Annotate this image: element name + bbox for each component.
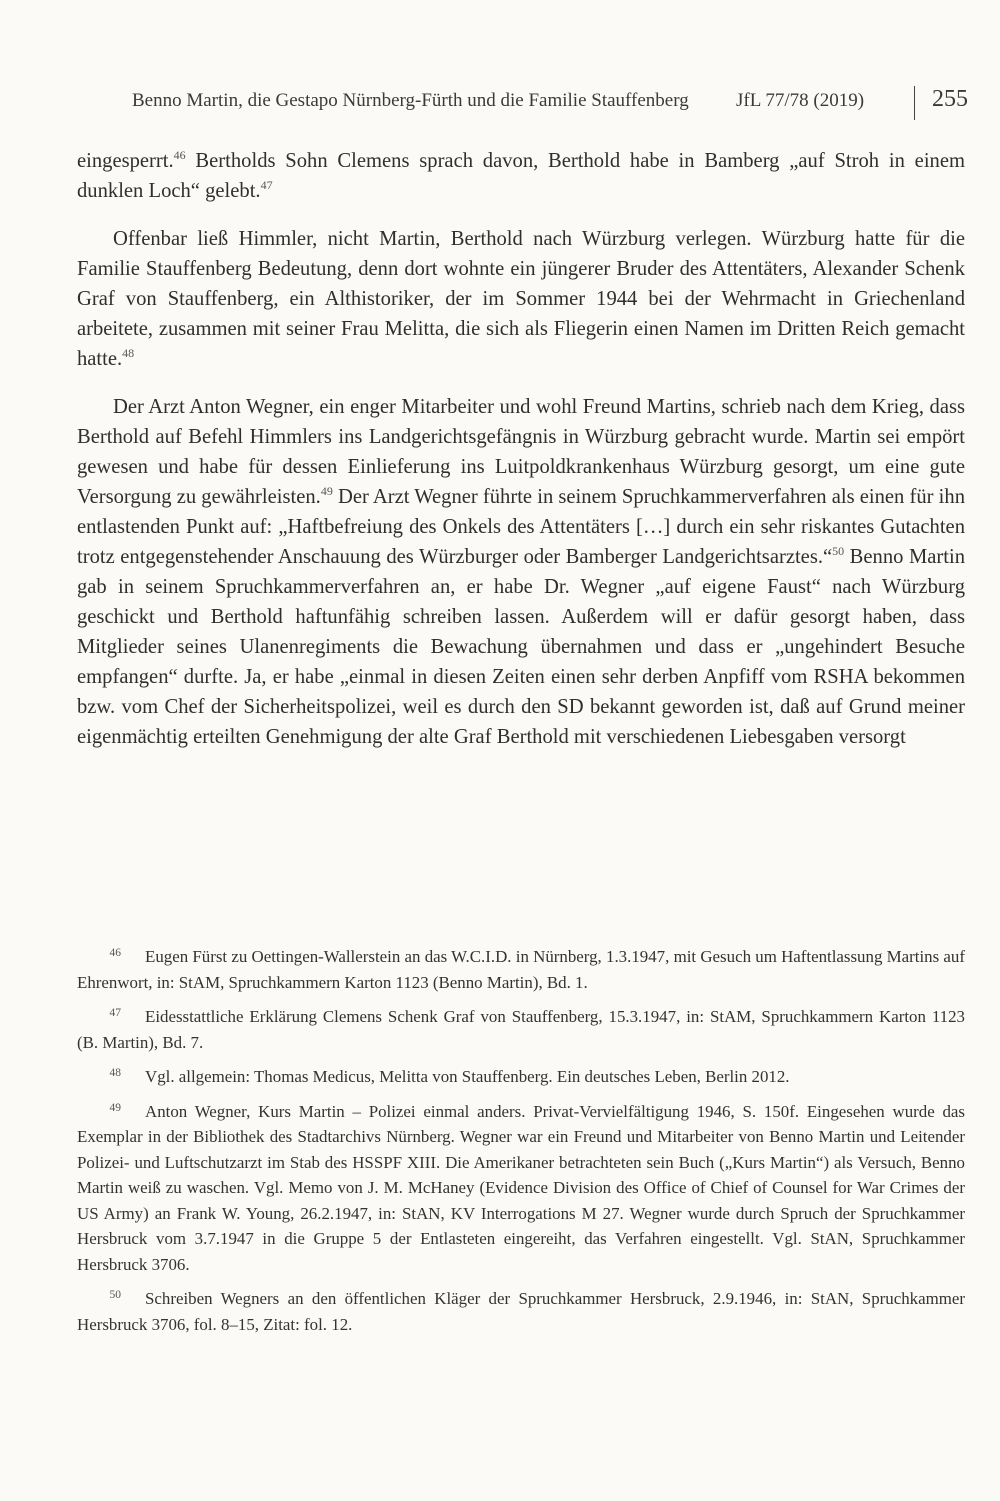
footnote-ref[interactable]: 46 <box>173 148 186 162</box>
text-run: Der Arzt Wegner führte in seinem Spruchkammerverfahren als einen für ihn entlastenden Punkt auf: „Haftbefreiung des Onkels des Attentäters […] durch ein sehr riskantes Gutachten trotz entgegenstehender Anschauung des Würzburger oder Bamberger Landgerichtsarztes.“ <box>77 486 965 568</box>
footnote-text: Eugen Fürst zu Oettingen-Wallerstein an das W.C.I.D. in Nürnberg, 1.3.1947, mit Gesuch um Haftentlassung Martins auf Ehrenwort, in: StAM, Spruchkammern Karton 1123 (Benno Martin), Bd. 1. <box>77 947 965 992</box>
main-text <box>77 146 965 770</box>
text-run: Bertholds Sohn Clemens sprach davon, Berthold habe in Bamberg „auf Stroh in einem dunklen Loch“ gelebt. <box>77 150 965 202</box>
text-run: eingesperrt. <box>77 150 174 172</box>
header-divider <box>914 86 915 120</box>
footnote: 46 Eugen Fürst zu Oettingen-Wallerstein an das W.C.I.D. in Nürnberg, 1.3.1947, mit Gesuch um Haftentlassung Martins auf Ehrenwort, in: StAM, Spruchkammern Karton 1123 (Benno Martin), Bd. 1. <box>77 947 965 992</box>
footnote: 49 Anton Wegner, Kurs Martin – Polizei einmal anders. Privat-Vervielfältigung 1946, S. 150f. Eingesehen wurde das Exemplar in der Bibliothek des Stadtarchivs Nürnberg. Wegner war ein Freund und Mitarbeiter von Benno Martin und Leitender Polizei- und Luftschutzarzt im Stab des HSSPF XIII. Die Amerikaner betrachteten sein Buch („Kurs Martin“) als Versuch, Benno Martin weiß zu waschen. Vgl. Memo von J. M. McHaney (Evidence Division des Office of Chief of Counsel for War Crimes der US Army) an Frank W. Young, 26.2.1947, in: StAN, KV Interrogations M 27. Wegner wurde durch Spruch der Spruchkammer Hersbruck vom 3.7.1947 in die Gruppe 5 der Entlasteten eingereiht, das Verfahren eingestellt. Vgl. StAN, Spruchkammer Hersbruck 3706. <box>77 1101 965 1274</box>
paragraph-3 <box>77 392 965 752</box>
running-header <box>132 86 982 120</box>
footnote-text: Schreiben Wegners an den öffentlichen Kläger der Spruchkammer Hersbruck, 2.9.1946, in: StAN, Spruchkammer Hersbruck 3706, fol. 8–15, Zitat: fol. 12. <box>77 1289 965 1334</box>
footnote-text: Vgl. allgemein: Thomas Medicus, Melitta von Stauffenberg. Ein deutsches Leben, Berlin 2012. <box>145 1067 790 1086</box>
journal-citation: JfL 77/78 (2019) <box>736 90 865 111</box>
running-title: Benno Martin, die Gestapo Nürnberg-Fürth und die Familie Stauffenberg <box>132 90 689 111</box>
footnote: 47 Eidesstattliche Erklärung Clemens Schenk Graf von Stauffenberg, 15.3.1947, in: StAM, Spruchkammern Karton 1123 (B. Martin), Bd. 7. <box>77 1007 965 1052</box>
footnote-ref[interactable]: 47 <box>260 178 273 192</box>
page-number: 255 <box>932 86 968 112</box>
text-run: Der Arzt Anton Wegner, ein enger Mitarbeiter und wohl Freund Martins, schrieb nach dem Krieg, dass Berthold auf Befehl Himmlers ins Landgerichtsgefängnis in Würzburg gebracht wurde. Martin sei empört gewesen und habe für dessen Einlieferung ins Luitpoldkrankenhaus Würzburg gesorgt, um eine gute Versorgung zu gewährleisten. <box>77 396 965 508</box>
paragraph-1 <box>77 146 965 206</box>
text-run: Benno Martin gab in seinem Spruchkammerverfahren an, er habe Dr. Wegner „auf eigene Faust“ nach Würzburg geschickt und Berthold haftunfähig schreiben lassen. Außerdem will er dafür gesorgt haben, dass Mitglieder seines Ulanenregiments die Bewachung übernahmen und dass er „ungehindert Besuche empfangen“ durfte. Ja, er habe „einmal in diesen Zeiten einen sehr derben Anpfiff vom RSHA bekommen bzw. vom Chef der Sicherheitspolizei, weil es durch den SD bekannt geworden ist, daß auf Grund meiner eigenmächtig erteilten Genehmigung der alte Graf Berthold mit verschiedenen Liebesgaben versorgt <box>77 546 965 748</box>
footnote-ref[interactable]: 48 <box>122 346 135 360</box>
footnote: 48 Vgl. allgemein: Thomas Medicus, Melitta von Stauffenberg. Ein deutsches Leben, Berlin 2012. <box>109 1067 790 1086</box>
text-run: Offenbar ließ Himmler, nicht Martin, Berthold nach Würzburg verlegen. Würzburg hatte für die Familie Stauffenberg Bedeutung, denn dort wohnte ein jüngerer Bruder des Attentäters, Alexander Schenk Graf von Stauffenberg, ein Althistoriker, der im Sommer 1944 bei der Wehrmacht in Griechenland arbeitete, zusammen mit seiner Frau Melitta, die sich als Fliegerin einen Namen im Dritten Reich gemacht hatte. <box>77 228 965 370</box>
footnote-ref[interactable]: 50 <box>832 544 845 558</box>
footnote-text: Eidesstattliche Erklärung Clemens Schenk Graf von Stauffenberg, 15.3.1947, in: StAM, Spruchkammern Karton 1123 (B. Martin), Bd. 7. <box>77 1007 965 1052</box>
footnote-text: Anton Wegner, Kurs Martin – Polizei einmal anders. Privat-Vervielfältigung 1946, S. 150f. Eingesehen wurde das Exemplar in der Bibliothek des Stadtarchivs Nürnberg. Wegner war ein Freund und Mitarbeiter von Benno Martin und Leitender Polizei- und Luftschutzarzt im Stab des HSSPF XIII. Die Amerikaner betrachteten sein Buch („Kurs Martin“) als Versuch, Benno Martin weiß zu waschen. Vgl. Memo von J. M. McHaney (Evidence Division des Office of Chief of Counsel for War Crimes der US Army) an Frank W. Young, 26.2.1947, in: StAN, KV Interrogations M 27. Wegner wurde durch Spruch der Spruchkammer Hersbruck vom 3.7.1947 in die Gruppe 5 der Entlasteten eingereiht, das Verfahren eingestellt. Vgl. StAN, Spruchkammer Hersbruck 3706. <box>77 1101 965 1274</box>
footnotes <box>77 944 965 1346</box>
footnote-ref[interactable]: 49 <box>320 484 333 498</box>
paragraph-2 <box>77 224 965 374</box>
footnote: 50 Schreiben Wegners an den öffentlichen Kläger der Spruchkammer Hersbruck, 2.9.1946, in: StAN, Spruchkammer Hersbruck 3706, fol. 8–15, Zitat: fol. 12. <box>77 1289 965 1334</box>
